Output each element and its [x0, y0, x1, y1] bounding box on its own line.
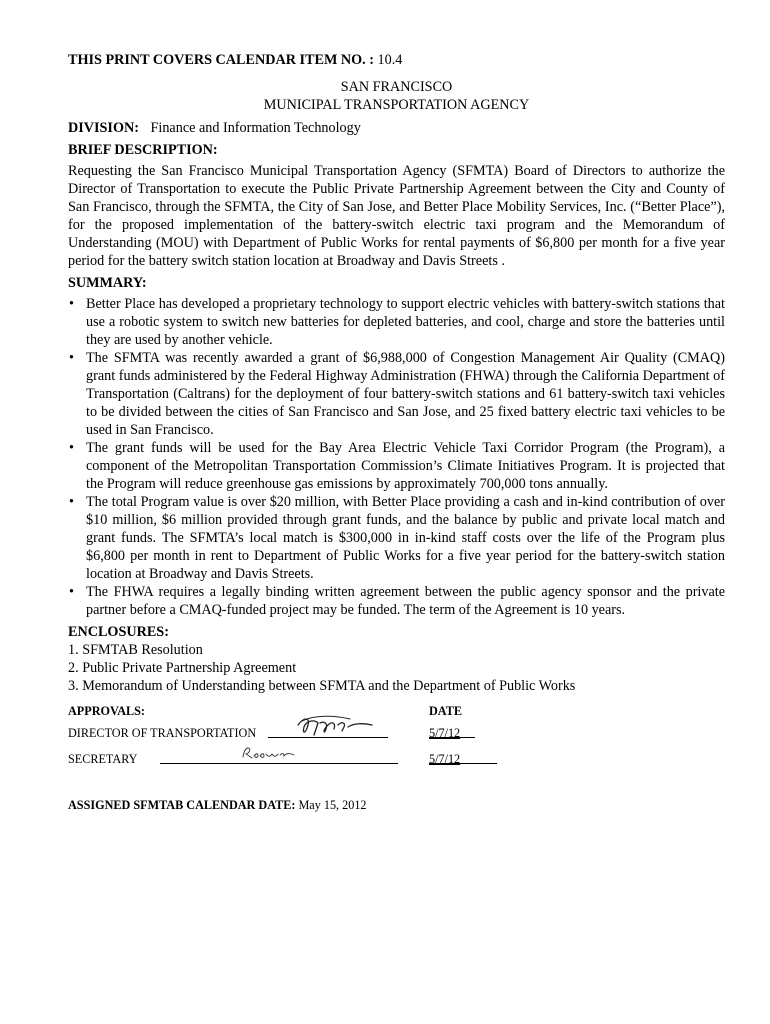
summary-list [68, 295, 725, 619]
director-date: 5/7/12 [429, 726, 461, 740]
calendar-item-number: 10.4 [377, 52, 403, 68]
enclosures-list [68, 641, 725, 695]
summary-bullet: • The FHWA requires a legally binding written agreement between the public agency sponsor and the private partner before a CMAQ-funded project may be funded. The term of the Agreement is 10 years. [68, 583, 725, 619]
document-page [68, 51, 725, 813]
calendar-item-line [68, 51, 725, 69]
brief-description-text: Requesting the San Francisco Municipal Transportation Agency (SFMTA) Board of Directors to authorize the Director of Transportation to execute the Public Private Partnership Agreement between the City and County of San Francisco, through the SFMTA, the City of San Jose, and Better Place Mobility Services, Inc. (“Better Place”), for the proposed implementation of the battery-switch electric taxi program and the Memorandum of Understanding (MOU) with Department of Public Works for rental payments of $6,800 per month for a five year period for the battery switch station location at Broadway and Davis Streets . [68, 163, 725, 269]
calendar-date-value: May 15, 2012 [298, 798, 367, 812]
secretary-date: 5/7/12 [429, 752, 461, 766]
brief-description-heading: BRIEF DESCRIPTION: [68, 142, 218, 158]
enclosure-item: 2. Public Private Partnership Agreement [68, 660, 297, 676]
director-date-wrap [429, 725, 460, 741]
division-line [68, 119, 725, 137]
summary-bullet: • The total Program value is over $20 million, with Better Place providing a cash and in-kind contribution of over $10 million, $6 million provided through grant funds, and the balance by public and private local match and grant funds. The SFMTA’s local match is $300,000 in in-kind staff costs over the life of the Program plus $6,800 per month in rent to Department of Public Works for a five year period for the battery-switch station location at Broadway and Davis Streets. [68, 493, 725, 583]
enclosure-item: 3. Memorandum of Understanding between SFMTA and the Department of Public Works [68, 678, 576, 694]
enclosure-item: 1. SFMTAB Resolution [68, 642, 203, 658]
approvals-heading: APPROVALS: [68, 704, 145, 718]
agency-line-1: SAN FRANCISCO [340, 79, 453, 95]
summary-bullet: • Better Place has developed a proprietary technology to support electric vehicles with battery-switch stations that use a robotic system to switch new batteries for depleted batteries, and cool, charge and store the batteries until they are used by another vehicle. [68, 295, 725, 349]
director-label: DIRECTOR OF TRANSPORTATION [68, 726, 257, 740]
secretary-date-wrap [429, 751, 460, 767]
agency-header [68, 78, 725, 114]
secretary-signature-line [160, 763, 398, 764]
division-label: DIVISION: [68, 120, 139, 136]
date-heading: DATE [429, 704, 462, 718]
division-value: Finance and Information Technology [150, 120, 361, 136]
approvals-block [68, 703, 725, 783]
agency-line-2: MUNICIPAL TRANSPORTATION AGENCY [263, 97, 530, 113]
secretary-label: SECRETARY [68, 752, 138, 766]
enclosures-heading: ENCLOSURES: [68, 624, 169, 640]
summary-heading: SUMMARY: [68, 275, 147, 291]
secretary-signature [240, 745, 296, 761]
director-signature [294, 713, 374, 739]
calendar-date-label: ASSIGNED SFMTAB CALENDAR DATE: [68, 798, 296, 812]
calendar-date-line [68, 797, 725, 813]
summary-bullet: • The grant funds will be used for the Bay Area Electric Vehicle Taxi Corridor Program (the Program), a component of the Metropolitan Transportation Commission’s Climate Initiatives Program. It is projected that the Program will reduce greenhouse gas emissions by approximately 700,000 tons annually. [68, 439, 725, 493]
summary-bullet: • The SFMTA was recently awarded a grant of $6,988,000 of Congestion Management Air Quality (CMAQ) grant funds administered by the Federal Highway Administration (FHWA) through the California Department of Transportation (Caltrans) for the deployment of four battery-switch stations and 61 battery-switch taxi vehicles to be divided between the cities of San Francisco and San Jose, and 25 fixed battery electric taxi vehicles to be used in San Francisco. [68, 349, 725, 439]
calendar-item-label: THIS PRINT COVERS CALENDAR ITEM NO. : [68, 52, 374, 68]
secretary-date-line [429, 763, 497, 764]
director-date-line [429, 737, 475, 738]
